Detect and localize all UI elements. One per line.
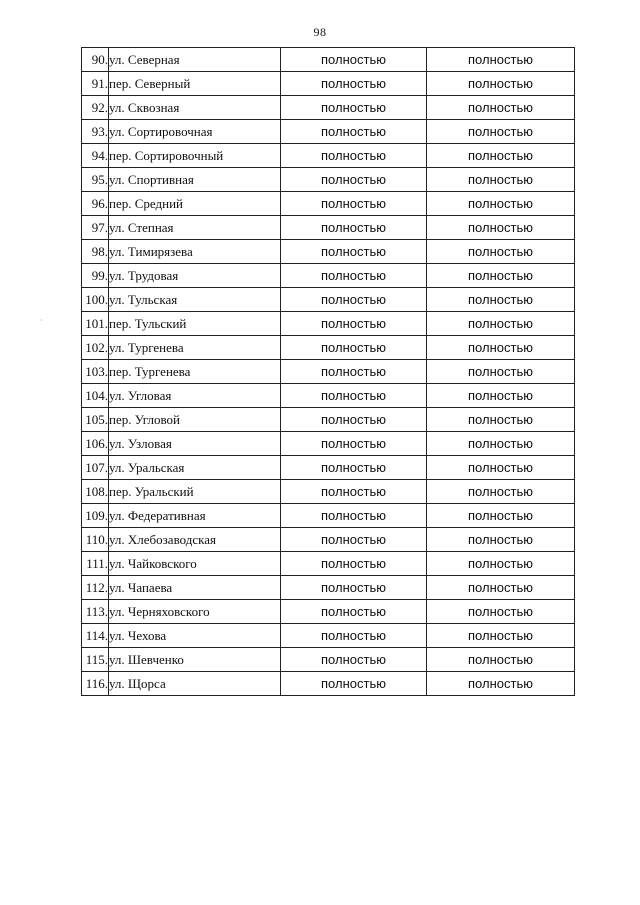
coverage-value-a: полностью (281, 144, 427, 168)
street-name: ул. Узловая (109, 432, 281, 456)
table-row (82, 528, 575, 552)
street-name: пер. Угловой (109, 408, 281, 432)
table-row (82, 672, 575, 696)
coverage-value-a: полностью (281, 456, 427, 480)
coverage-value-b: полностью (427, 312, 575, 336)
row-number: 94. (82, 144, 109, 168)
street-name: ул. Трудовая (109, 264, 281, 288)
row-number: 93. (82, 120, 109, 144)
table-row (82, 648, 575, 672)
coverage-value-b: полностью (427, 384, 575, 408)
coverage-value-b: полностью (427, 648, 575, 672)
row-number: 110. (82, 528, 109, 552)
row-number: 95. (82, 168, 109, 192)
table-row (82, 408, 575, 432)
coverage-value-b: полностью (427, 432, 575, 456)
row-number: 116. (82, 672, 109, 696)
table-row (82, 480, 575, 504)
coverage-value-a: полностью (281, 648, 427, 672)
margin-mark: · (40, 316, 43, 325)
street-name: пер. Сортировочный (109, 144, 281, 168)
row-number: 106. (82, 432, 109, 456)
row-number: 96. (82, 192, 109, 216)
row-number: 114. (82, 624, 109, 648)
street-name: ул. Хлебозаводская (109, 528, 281, 552)
row-number: 109. (82, 504, 109, 528)
table-row (82, 264, 575, 288)
row-number: 112. (82, 576, 109, 600)
row-number: 99. (82, 264, 109, 288)
table-row (82, 504, 575, 528)
street-name: ул. Черняховского (109, 600, 281, 624)
streets-table (81, 47, 575, 696)
street-name: пер. Тульский (109, 312, 281, 336)
coverage-value-b: полностью (427, 168, 575, 192)
table-row (82, 216, 575, 240)
coverage-value-a: полностью (281, 528, 427, 552)
table-row (82, 312, 575, 336)
coverage-value-a: полностью (281, 504, 427, 528)
row-number: 115. (82, 648, 109, 672)
row-number: 104. (82, 384, 109, 408)
coverage-value-b: полностью (427, 144, 575, 168)
table-row (82, 48, 575, 72)
table-row (82, 96, 575, 120)
table-row (82, 240, 575, 264)
table-row (82, 144, 575, 168)
coverage-value-a: полностью (281, 624, 427, 648)
row-number: 103. (82, 360, 109, 384)
street-name: ул. Угловая (109, 384, 281, 408)
row-number: 98. (82, 240, 109, 264)
coverage-value-a: полностью (281, 336, 427, 360)
coverage-value-a: полностью (281, 192, 427, 216)
table-row (82, 384, 575, 408)
coverage-value-b: полностью (427, 72, 575, 96)
row-number: 101. (82, 312, 109, 336)
row-number: 105. (82, 408, 109, 432)
street-name: ул. Тимирязева (109, 240, 281, 264)
street-name: ул. Сквозная (109, 96, 281, 120)
coverage-value-a: полностью (281, 264, 427, 288)
coverage-value-b: полностью (427, 552, 575, 576)
coverage-value-a: полностью (281, 96, 427, 120)
coverage-value-a: полностью (281, 240, 427, 264)
table-row (82, 72, 575, 96)
row-number: 92. (82, 96, 109, 120)
coverage-value-a: полностью (281, 216, 427, 240)
street-name: пер. Средний (109, 192, 281, 216)
coverage-value-b: полностью (427, 504, 575, 528)
coverage-value-b: полностью (427, 672, 575, 696)
row-number: 97. (82, 216, 109, 240)
table-row (82, 456, 575, 480)
coverage-value-b: полностью (427, 456, 575, 480)
street-name: пер. Северный (109, 72, 281, 96)
coverage-value-b: полностью (427, 48, 575, 72)
row-number: 102. (82, 336, 109, 360)
coverage-value-b: полностью (427, 624, 575, 648)
street-name: ул. Тульская (109, 288, 281, 312)
coverage-value-b: полностью (427, 528, 575, 552)
coverage-value-a: полностью (281, 672, 427, 696)
coverage-value-a: полностью (281, 384, 427, 408)
coverage-value-a: полностью (281, 72, 427, 96)
street-name: пер. Уральский (109, 480, 281, 504)
coverage-value-a: полностью (281, 552, 427, 576)
street-name: ул. Северная (109, 48, 281, 72)
coverage-value-a: полностью (281, 288, 427, 312)
table-row (82, 336, 575, 360)
street-name: ул. Тургенева (109, 336, 281, 360)
row-number: 113. (82, 600, 109, 624)
page-number: 98 (313, 25, 327, 39)
coverage-value-b: полностью (427, 288, 575, 312)
table-row (82, 120, 575, 144)
coverage-value-b: полностью (427, 600, 575, 624)
street-name: пер. Тургенева (109, 360, 281, 384)
row-number: 91. (82, 72, 109, 96)
street-name: ул. Сортировочная (109, 120, 281, 144)
street-name: ул. Степная (109, 216, 281, 240)
coverage-value-a: полностью (281, 480, 427, 504)
street-name: ул. Шевченко (109, 648, 281, 672)
table-row (82, 360, 575, 384)
street-name: ул. Спортивная (109, 168, 281, 192)
coverage-value-b: полностью (427, 192, 575, 216)
street-name: ул. Федеративная (109, 504, 281, 528)
coverage-value-b: полностью (427, 336, 575, 360)
street-name: ул. Чапаева (109, 576, 281, 600)
row-number: 100. (82, 288, 109, 312)
table-row (82, 432, 575, 456)
row-number: 111. (82, 552, 109, 576)
street-name: ул. Чехова (109, 624, 281, 648)
coverage-value-a: полностью (281, 576, 427, 600)
table-row (82, 288, 575, 312)
coverage-value-b: полностью (427, 120, 575, 144)
street-name: ул. Чайковского (109, 552, 281, 576)
coverage-value-a: полностью (281, 168, 427, 192)
coverage-value-a: полностью (281, 48, 427, 72)
coverage-value-b: полностью (427, 576, 575, 600)
row-number: 107. (82, 456, 109, 480)
coverage-value-a: полностью (281, 432, 427, 456)
table-row (82, 576, 575, 600)
table-row (82, 168, 575, 192)
coverage-value-a: полностью (281, 600, 427, 624)
streets-table-body (82, 48, 575, 696)
coverage-value-b: полностью (427, 264, 575, 288)
coverage-value-a: полностью (281, 120, 427, 144)
table-row (82, 192, 575, 216)
coverage-value-b: полностью (427, 408, 575, 432)
coverage-value-b: полностью (427, 240, 575, 264)
row-number: 108. (82, 480, 109, 504)
table-row (82, 600, 575, 624)
table-row (82, 624, 575, 648)
coverage-value-a: полностью (281, 408, 427, 432)
coverage-value-a: полностью (281, 312, 427, 336)
coverage-value-a: полностью (281, 360, 427, 384)
coverage-value-b: полностью (427, 480, 575, 504)
street-name: ул. Уральская (109, 456, 281, 480)
coverage-value-b: полностью (427, 216, 575, 240)
table-row (82, 552, 575, 576)
street-name: ул. Щорса (109, 672, 281, 696)
coverage-value-b: полностью (427, 360, 575, 384)
coverage-value-b: полностью (427, 96, 575, 120)
row-number: 90. (82, 48, 109, 72)
